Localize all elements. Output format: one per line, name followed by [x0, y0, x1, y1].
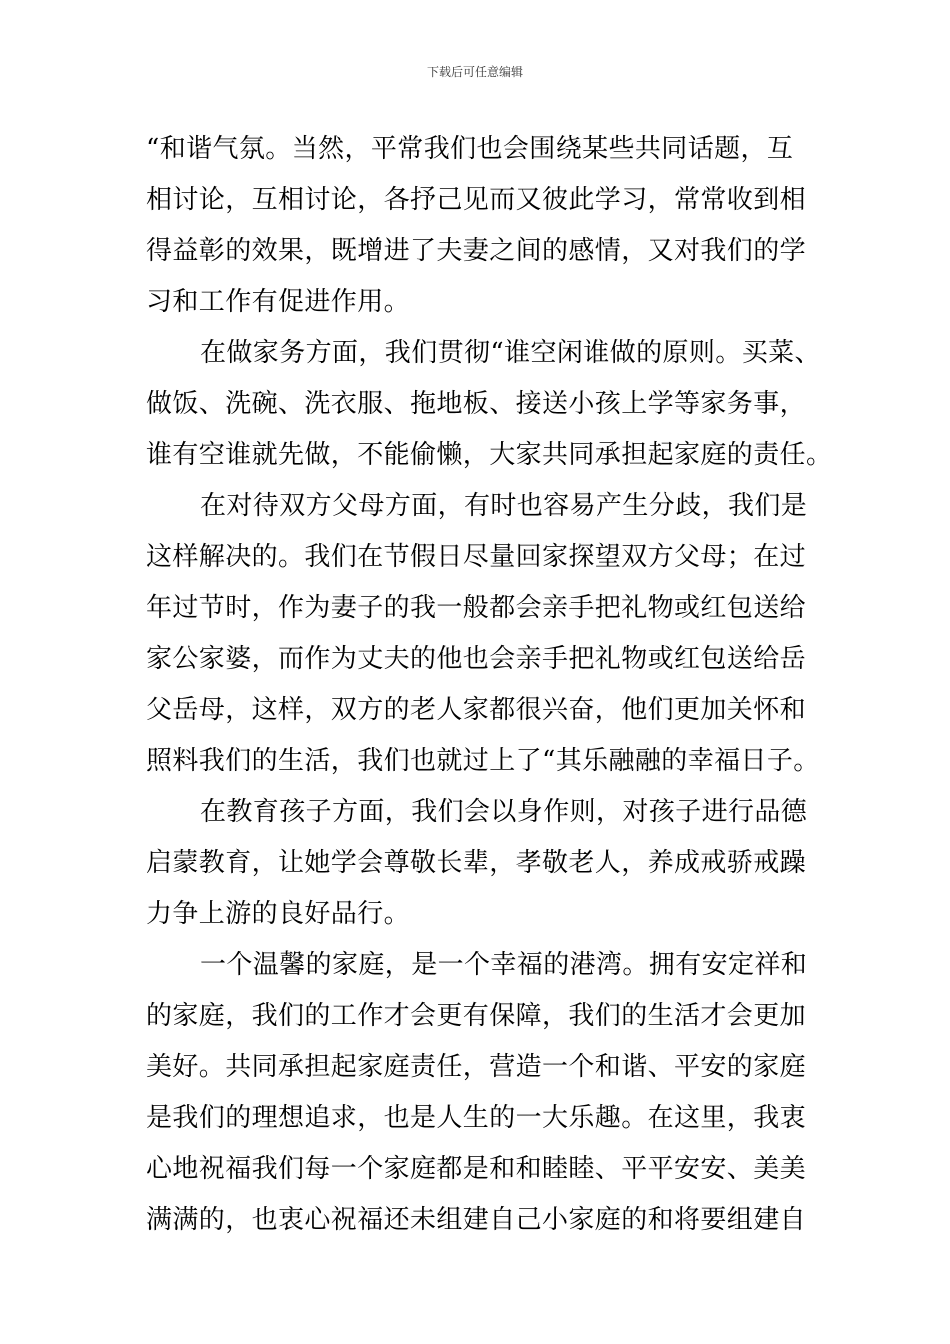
text-line: 一个温馨的家庭，是一个幸福的港湾。拥有安定祥和: [200, 950, 808, 980]
text-line: 在对待双方父母方面，有时也容易产生分歧，我们是: [200, 491, 808, 521]
text-line: 照料我们的生活，我们也就过上了“其乐融融的幸福日子。: [146, 746, 820, 776]
paragraph: [146, 328, 833, 481]
text-line: 谁有空谁就先做，不能偷懒，大家共同承担起家庭的责任。: [146, 440, 833, 470]
text-line: 的家庭，我们的工作才会更有保障，我们的生活才会更加: [146, 1001, 807, 1031]
page-header: 下载后可任意编辑: [426, 65, 523, 79]
document-body: [146, 124, 833, 1246]
text-line: 这样解决的。我们在节假日尽量回家探望双方父母；在过: [146, 542, 807, 572]
paragraph: [146, 124, 816, 328]
text-line: 满满的，也衷心祝福还未组建自己小家庭的和将要组建自: [146, 1205, 807, 1235]
text-line: 年过节时，作为妻子的我一般都会亲手把礼物或红包送给: [146, 593, 807, 623]
text-line: 父岳母，这样，双方的老人家都很兴奋，他们更加关怀和: [146, 695, 807, 725]
paragraph: [146, 940, 816, 1246]
text-line: 在教育孩子方面，我们会以身作则，对孩子进行品德: [200, 797, 808, 827]
text-line: 力争上游的良好品行。: [146, 899, 411, 929]
paragraph: [146, 787, 816, 940]
text-line: 相讨论，互相讨论，各抒己见而又彼此学习，常常收到相: [146, 185, 807, 215]
text-line: “和谐气氛。当然，平常我们也会围绕某些共同话题，互: [146, 134, 794, 164]
text-line: 美好。共同承担起家庭责任，营造一个和谐、平安的家庭: [146, 1052, 807, 1082]
text-line: 做饭、洗碗、洗衣服、拖地板、接送小孩上学等家务事，: [146, 389, 807, 419]
text-line: 启蒙教育，让她学会尊敬长辈，孝敬老人，养成戒骄戒躁: [146, 848, 807, 878]
text-line: 家公家婆，而作为丈夫的他也会亲手把礼物或红包送给岳: [146, 644, 807, 674]
text-line: 得益彰的效果，既增进了夫妻之间的感情，又对我们的学: [146, 236, 807, 266]
text-line: 是我们的理想追求，也是人生的一大乐趣。在这里，我衷: [146, 1103, 807, 1133]
text-line: 习和工作有促进作用。: [146, 287, 411, 317]
text-line: 在做家务方面，我们贯彻“谁空闲谁做的原则。买菜、: [200, 338, 821, 368]
text-line: 心地祝福我们每一个家庭都是和和睦睦、平平安安、美美: [146, 1154, 807, 1184]
paragraph: [146, 481, 820, 787]
